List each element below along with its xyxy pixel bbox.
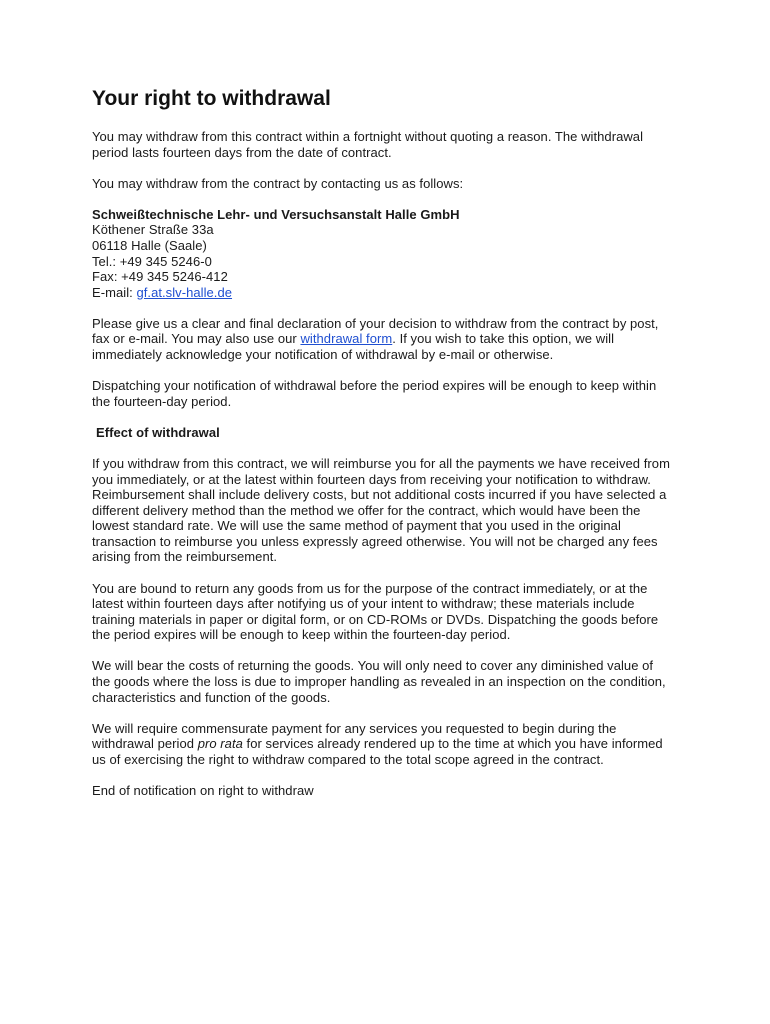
telephone-number: Tel.: +49 345 5246-0 (92, 253, 212, 269)
fax-number: Fax: +49 345 5246-412 (92, 269, 228, 285)
email-line (92, 285, 674, 301)
street-address: Köthener Straße 33a (92, 222, 214, 238)
withdrawal-form-link[interactable]: withdrawal form (300, 331, 393, 347)
declaration-text-before: Please give us a clear and final declaration of your decision to withdraw from the contract by post, fax or e-mail. You may also use our (92, 315, 659, 347)
company-name: Schweißtechnische Lehr- und Versuchsanstalt Halle GmbH (92, 206, 460, 222)
declaration-text-after: . If you wish to take this option, we will immediately acknowledge your notification of withdrawal by e-mail or otherwise. (92, 331, 615, 363)
services-text-after: for services already rendered up to the time at which you have informed us of exercising the right to withdraw compared to the total scope agreed in the contract. (92, 736, 663, 767)
pro-rata-italic: pro rata (197, 736, 243, 752)
city-address: 06118 Halle (Saale) (92, 237, 207, 253)
email-link[interactable]: gf.at.slv-halle.de (136, 284, 233, 300)
effect-heading: Effect of withdrawal (96, 424, 220, 440)
return-goods-paragraph: You are bound to return any goods from us for the purpose of the contract immediately, or at the latest within fourteen days after notifying us of your intent to withdraw; these materials include training materials in paper or digital form, or on CD-ROMs or DVDs. Dispatching the goods before the period expires will be enough to keep within the fourteen-day period. (92, 580, 659, 643)
services-payment-paragraph (92, 721, 674, 768)
services-text-before: We will require commensurate payment for any services you requested to begin during the withdrawal period (92, 720, 617, 752)
page-title: Your right to withdrawal (92, 87, 331, 110)
declaration-paragraph (92, 316, 674, 363)
end-notice: End of notification on right to withdraw (92, 783, 314, 798)
return-costs-paragraph: We will bear the costs of returning the goods. You will only need to cover any diminished value of the goods where the loss is due to improper handling as revealed in an inspection on the condition, characteristics and function of the goods. (92, 658, 666, 705)
reimbursement-paragraph: If you withdraw from this contract, we will reimburse you for all the payments we have received from you immediately, or at the latest within fourteen days from receiving your notification to withdraw. Reimbursement shall include delivery costs, but not additional costs incurred if you have selected a different delivery method than the method we offer for the contract, which would have been the lowest standard rate. We will use the same method of payment that you used in the original transaction to reimburse you unless expressly agreed otherwise. You will not be charged any fees arising from the reimbursement. (92, 455, 670, 565)
contact-intro-paragraph: You may withdraw from the contract by contacting us as follows: (92, 175, 464, 191)
email-label: E-mail: (92, 284, 137, 300)
intro-paragraph: You may withdraw from this contract within a fortnight without quoting a reason. The withdrawal period lasts fourteen days from the date of contract. (92, 129, 644, 160)
address-block (92, 207, 674, 301)
dispatch-paragraph: Dispatching your notification of withdrawal before the period expires will be enough to keep within the fourteen-day period. (92, 378, 657, 409)
